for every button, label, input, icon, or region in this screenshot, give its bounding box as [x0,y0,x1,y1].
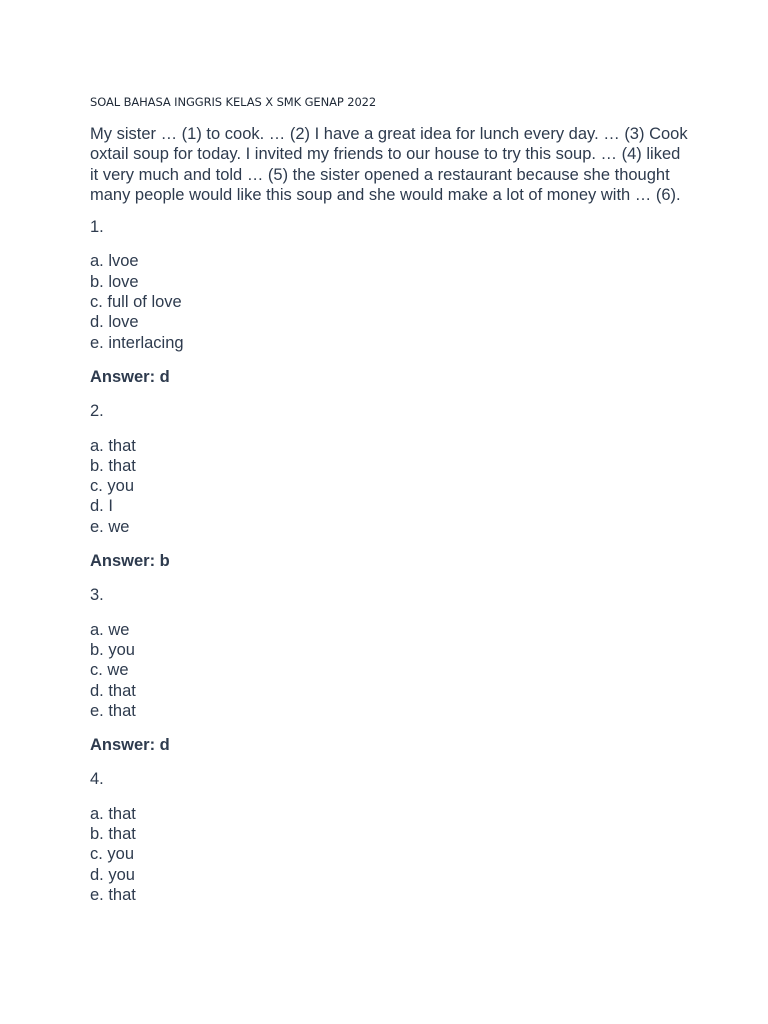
document-title: SOAL BAHASA INGGRIS KELAS X SMK GENAP 2022 [90,95,377,109]
option-a: a. that [90,436,136,455]
question-1 [90,217,690,387]
question-number: 3. [90,586,104,605]
question-2 [90,401,690,571]
question-3 [90,585,690,755]
option-list [90,436,690,537]
option-c: c. we [90,661,129,680]
option-d: d. I [90,497,113,516]
option-list [90,804,690,905]
question-number: 4. [90,770,104,789]
option-b: b. you [90,640,135,659]
option-b: b. love [90,272,139,291]
option-b: b. that [90,456,136,475]
option-e: e. that [90,885,136,904]
document-page [90,94,690,919]
option-d: d. you [90,865,135,884]
answer-key: Answer: b [90,552,170,571]
option-a: a. that [90,804,136,823]
option-c: c. you [90,845,135,864]
answer-key: Answer: d [90,367,170,386]
question-4 [90,769,690,905]
option-a: a. we [90,620,130,639]
option-d: d. that [90,681,136,700]
question-number: 1. [90,218,104,237]
question-number: 2. [90,402,104,421]
option-c: c. full of love [90,293,182,312]
option-list [90,251,690,352]
reading-passage: My sister … (1) to cook. … (2) I have a great idea for lunch every day. … (3) Cook oxtail soup for today. I invited my friends to our house to try this soup. … (4) liked it very much and told … (5) the sister opened a restaurant because she thought many people would like this soup and she would make a lot of money with … (6). [90,125,688,204]
option-list [90,620,690,721]
answer-key: Answer: d [90,736,170,755]
option-b: b. that [90,825,136,844]
option-a: a. lvoe [90,252,139,271]
option-d: d. love [90,313,139,332]
option-e: e. interlacing [90,333,184,352]
option-e: e. that [90,701,136,720]
option-e: e. we [90,517,130,536]
option-c: c. you [90,477,135,496]
